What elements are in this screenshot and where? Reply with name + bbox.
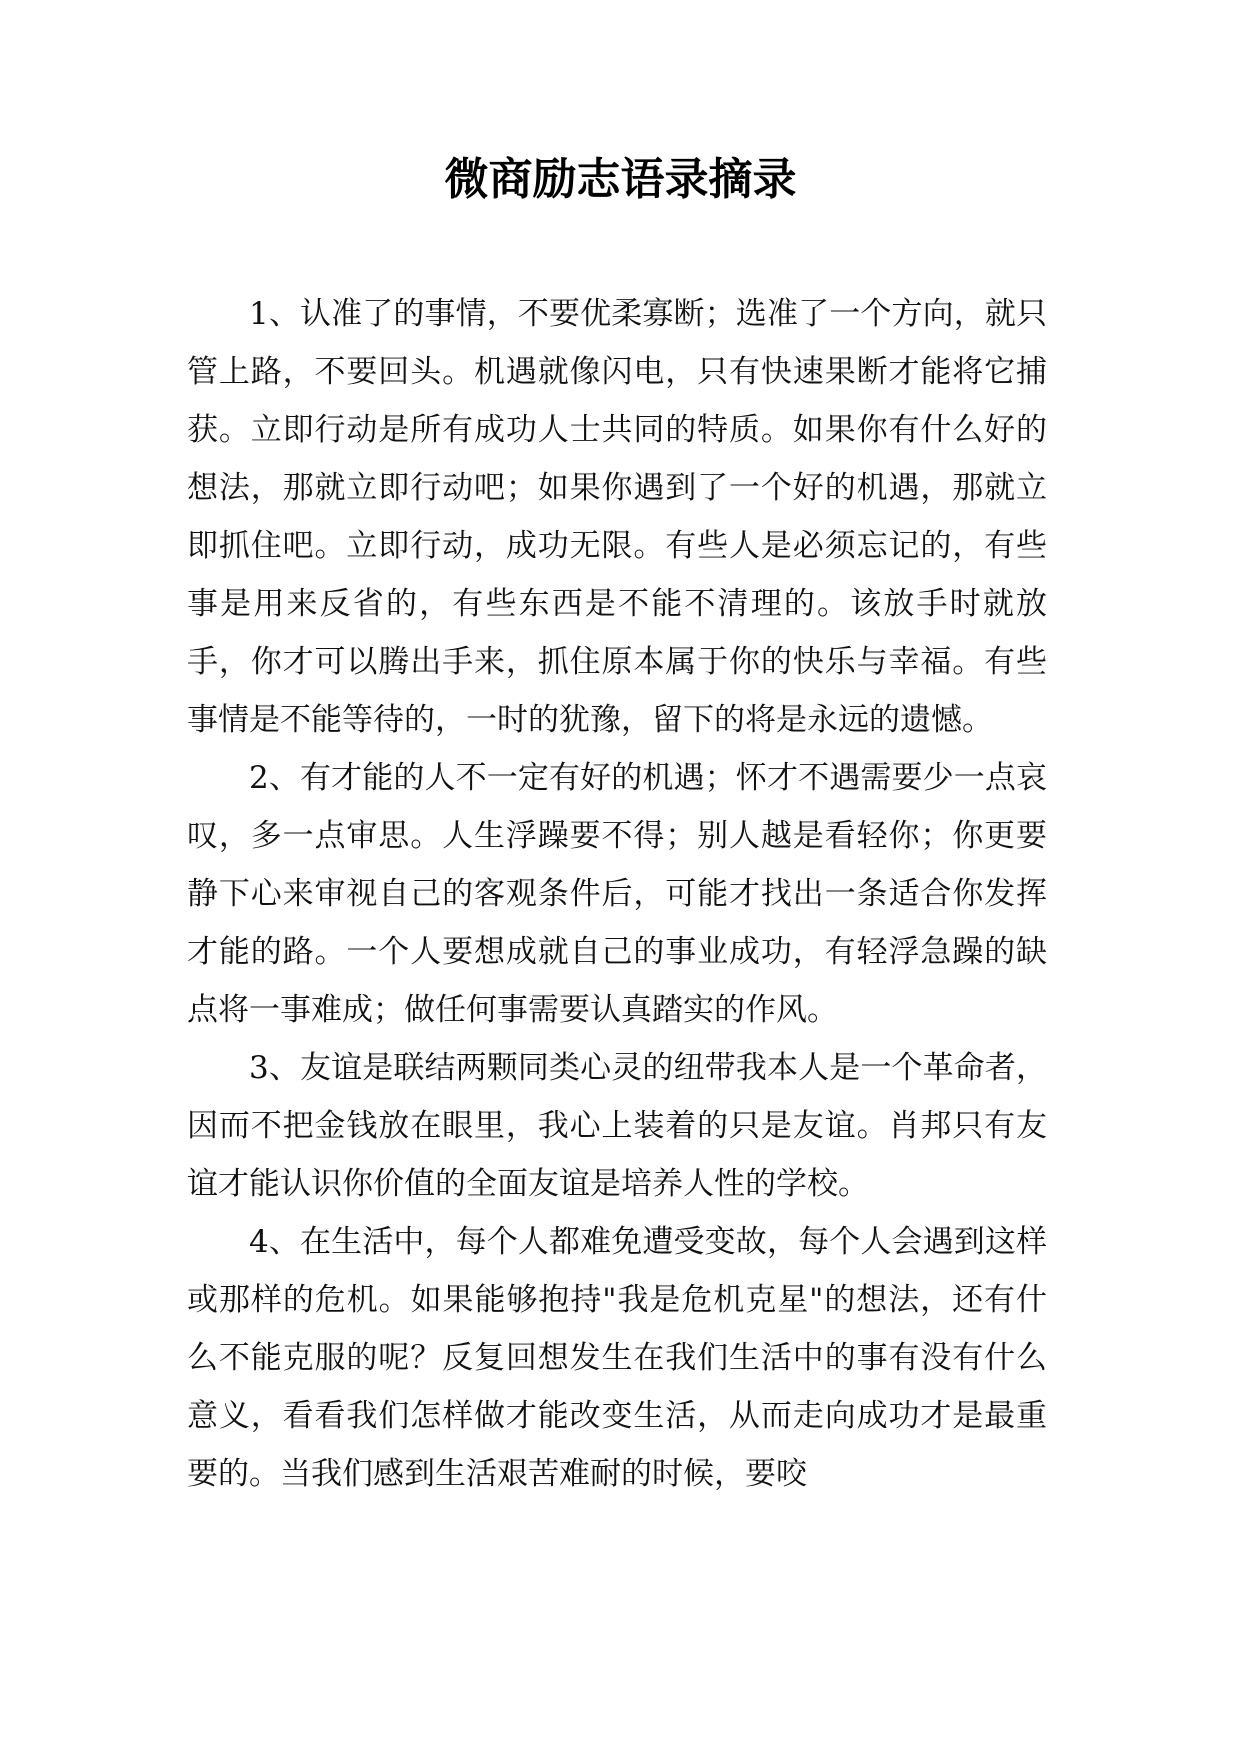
paragraph-4: 4、在生活中，每个人都难免遭受变故，每个人会遇到这样或那样的危机。如果能够抱持"我是危机克星"的想法，还有什么不能克服的呢？反复回想发生在我们生活中的事有没有什么意义，看看我们怎样做才能改变生活，从而走向成功才是最重要的。当我们感到生活艰苦难耐的时候，要咬 <box>187 1224 1047 1492</box>
paragraph-2: 2、有才能的人不一定有好的机遇；怀才不遇需要少一点哀叹，多一点审思。人生浮躁要不得；别人越是看轻你；你更要静下心来审视自己的客观条件后，可能才找出一条适合你发挥才能的路。一个人要想成就自己的事业成功，有轻浮急躁的缺点将一事难成；做任何事需要认真踏实的作风。 <box>187 760 1047 1028</box>
paragraph-3: 3、友谊是联结两颗同类心灵的纽带我本人是一个革命者，因而不把金钱放在眼里，我心上装着的只是友谊。肖邦只有友谊才能认识你价值的全面友谊是培养人性的学校。 <box>187 1050 1047 1202</box>
document-body <box>187 285 1047 1503</box>
page-title: 微商励志语录摘录 <box>444 154 797 205</box>
paragraph-1: 1、认准了的事情，不要优柔寡断；选准了一个方向，就只管上路，不要回头。机遇就像闪电，只有快速果断才能将它捕获。立即行动是所有成功人士共同的特质。如果你有什么好的想法，那就立即行动吧；如果你遇到了一个好的机遇，那就立即抓住吧。立即行动，成功无限。有些人是必须忘记的，有些事是用来反省的，有些东西是不能不清理的。该放手时就放手，你才可以腾出手来，抓住原本属于你的快乐与幸福。有些事情是不能等待的，一时的犹豫，留下的将是永远的遗憾。 <box>187 296 1047 738</box>
